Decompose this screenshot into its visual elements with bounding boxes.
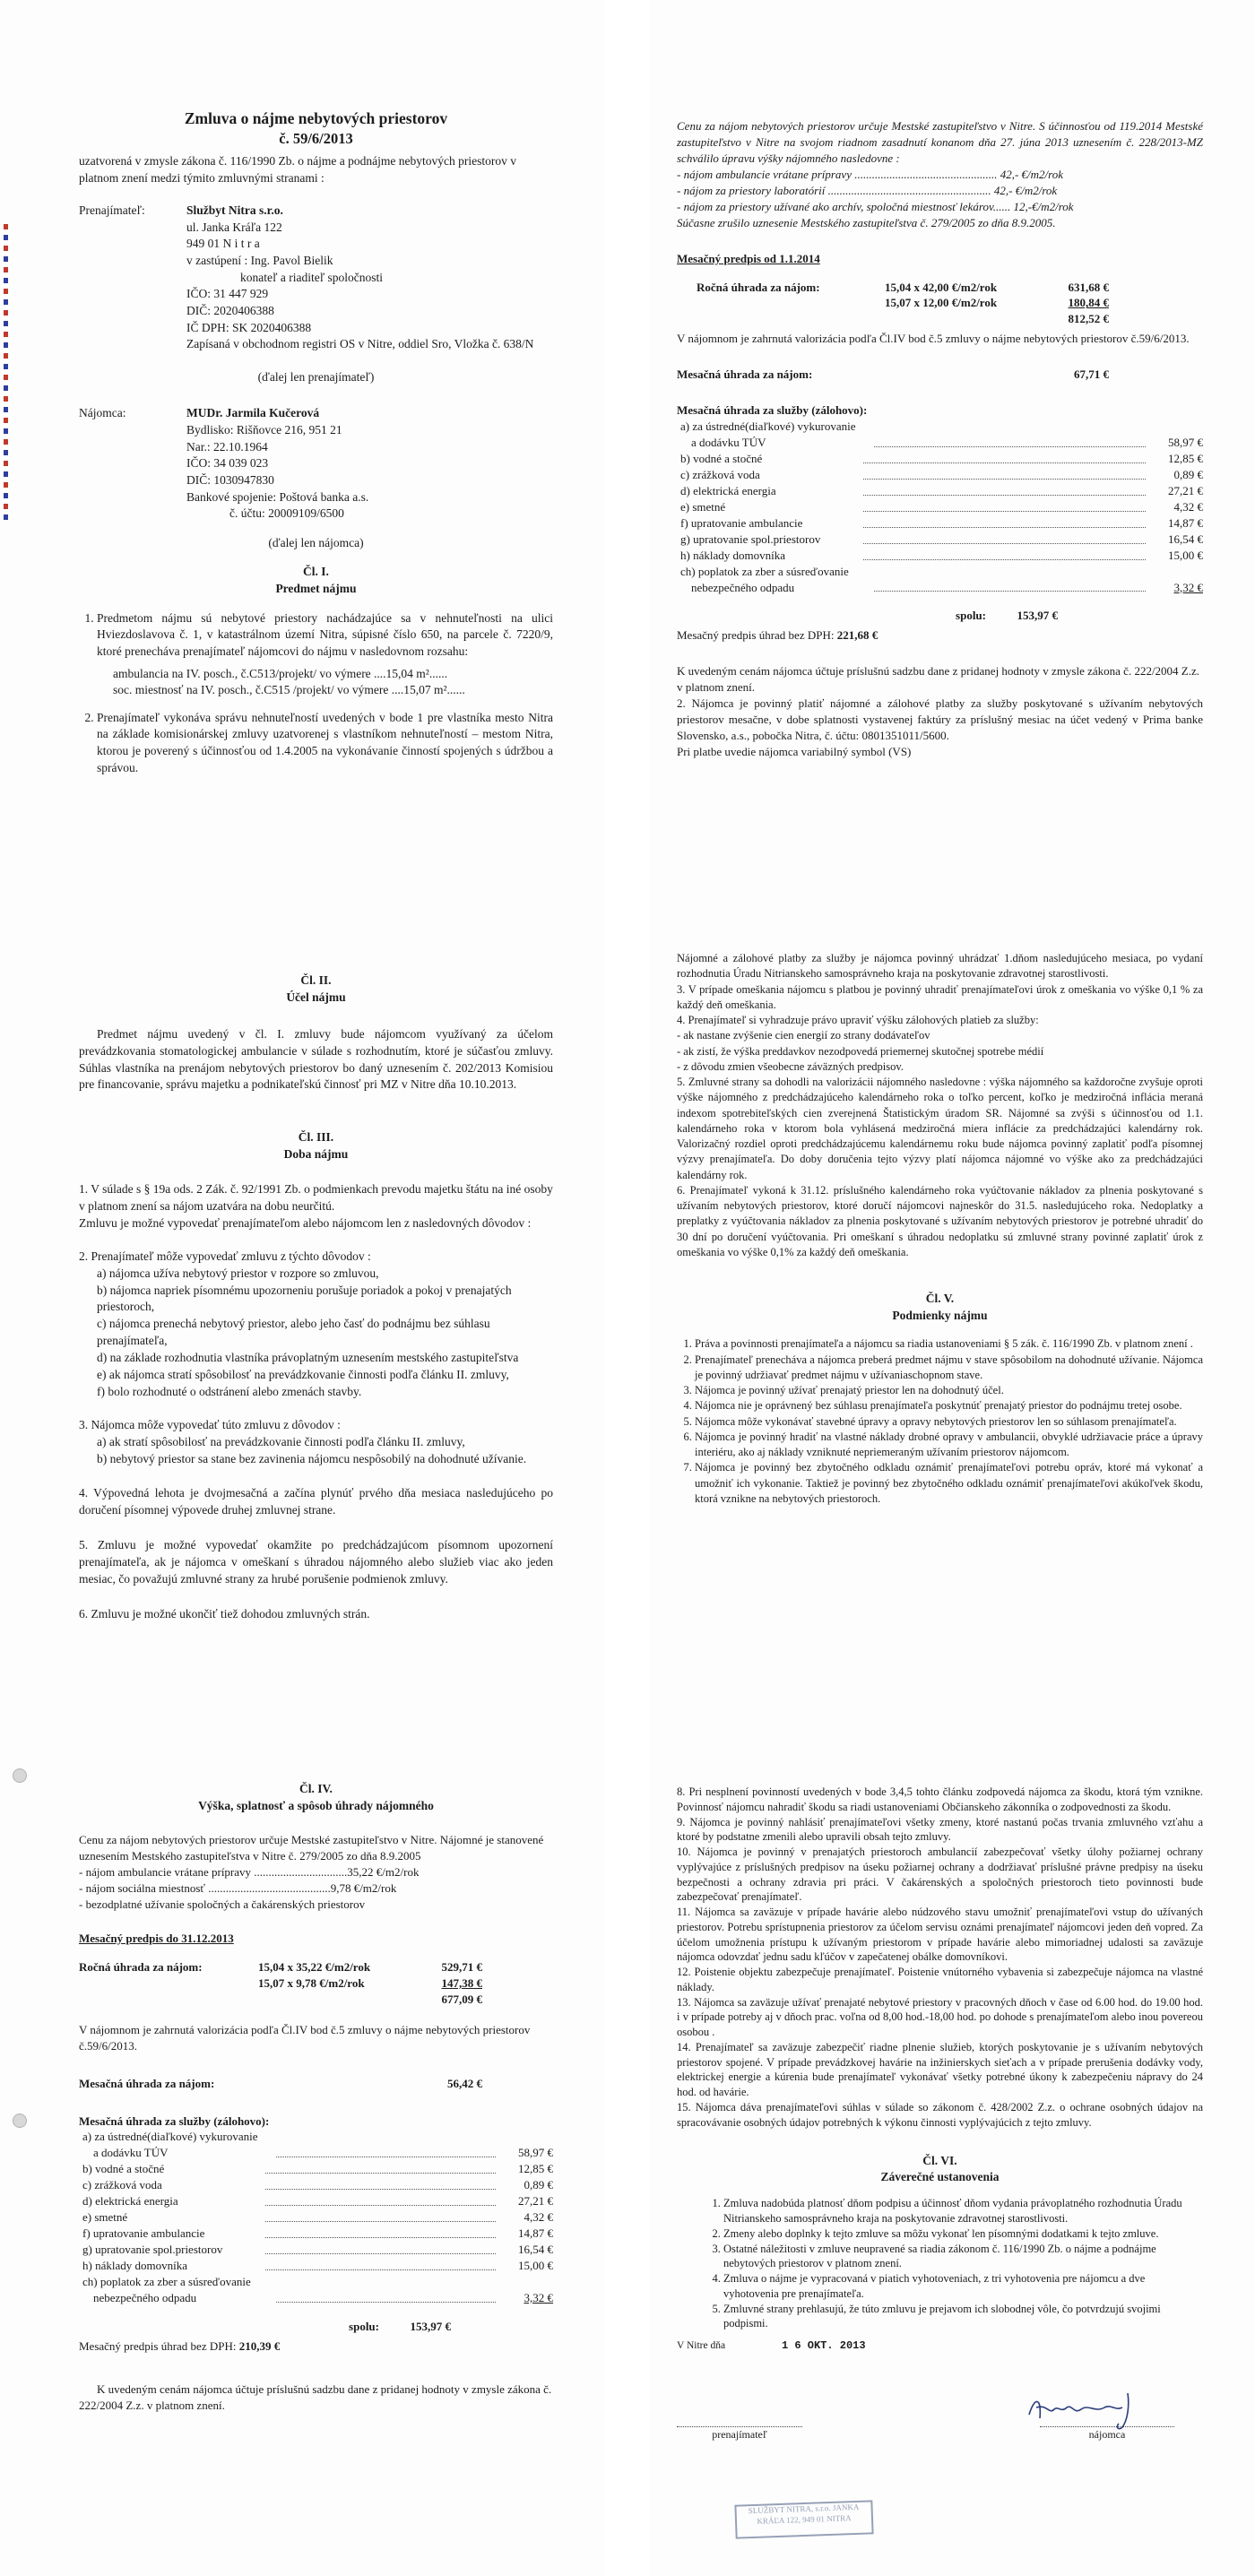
reason-item: a) ak stratí spôsobilosť na prevádzkovanie činnosti podľa článku II. zmluvy,: [97, 1434, 465, 1448]
rent-rate: - nájom za priestory laboratórií ........................................................ 42,- €/m2/rok: [677, 183, 1058, 197]
leader-dots: [265, 2209, 496, 2222]
service-name: ch) poplatok za zber a súsreďovanie: [82, 2274, 251, 2288]
service-row: [79, 2129, 553, 2145]
landlord-line: 949 01 N i t r a: [186, 237, 260, 251]
article-1-title: Predmet nájmu: [275, 582, 357, 596]
tenant-label: Nájomca:: [79, 406, 126, 420]
annual-value: 631,68 €: [1068, 280, 1109, 294]
service-value: 0,89 €: [524, 2178, 553, 2192]
leader-dots: [863, 548, 1146, 560]
reason-item: c) nájomca prenechá nebytový priestor, alebo jeho časť do podnájmu bez súhlasu prenajímateľa,: [97, 1317, 490, 1348]
service-value: [501, 2129, 553, 2145]
annual-rent-table: [677, 280, 1203, 328]
condition-item: 4. Nájomca nie je oprávnený bez súhlasu prenajímateľa poskytnúť prenajatý priestor do podnájmu tretej osobe.: [695, 1398, 1203, 1413]
contract-title: Zmluva o nájme nebytových priestorov: [184, 109, 448, 127]
page-2: [650, 0, 1255, 827]
service-name: e) smetné: [82, 2210, 128, 2225]
leader-dots: [863, 419, 1146, 431]
leader-dots: [863, 467, 1146, 480]
leader-dots: [863, 451, 1146, 463]
service-name: f) upratovanie ambulancie: [680, 515, 803, 530]
service-value: 27,21 €: [1168, 483, 1203, 497]
grand-total-value: 221,68 €: [836, 628, 878, 643]
service-value: 0,89 €: [1173, 467, 1203, 481]
service-name: nebezpečného odpadu: [93, 2290, 197, 2304]
payment-items: [677, 982, 1203, 1261]
symbol-note: Pri platbe uvedie nájomca variabilný symbol (VS): [677, 745, 912, 758]
conditions-continued: [677, 1785, 1203, 2130]
final-item: 5. Zmluvné strany prehlasujú, že túto zmluvu je prejavom ich slobodnej vôle, čo potvrdzujú svojimi podpismi.: [723, 2302, 1203, 2332]
services-list: [677, 419, 1203, 595]
article-6-number: Čl. VI.: [922, 2154, 957, 2168]
tenant-signature-line: nájomca: [1040, 2426, 1174, 2442]
final-item: 2. Zmeny alebo doplnky k tejto zmluve sa môžu vykonať len písomnými dodatkami k tejto zmluve.: [723, 2226, 1203, 2242]
service-value: 16,54 €: [518, 2243, 553, 2256]
article-3-para: 3. Nájomca môže vypovedať túto zmluvu z dôvodov :: [79, 1417, 341, 1431]
article-5-title: Podmienky nájmu: [892, 1308, 988, 1322]
article-1-item: 1. Predmetom nájmu sú nebytové priestory nachádzajúce sa v nehnuteľnosti na ulici Hviezdoslavova č. 1, v katastrálnom území Nitra, súpisné číslo 650, na parcele č. 7220/9, ktoré prenecháva prenajímateľ nájomcovi do nájmu v nasledovnom rozsahu:: [97, 610, 553, 661]
article-3-para: 4. Výpovedná lehota je dvojmesačná a začína plynúť prvého dňa mesiaca nasledujúceho po doručení písomnej výpovede druhej zmluvnej strane.: [79, 1486, 553, 1517]
reason-item: f) bolo rozhodnuté o odstránení alebo zmenách stavby.: [97, 1384, 362, 1398]
service-value: 15,00 €: [518, 2258, 553, 2272]
area-row: soc. miestnosť na IV. posch., č.C515 /projekt/ vo výmere ....15,07 m²......: [113, 683, 465, 697]
leader-dots: [265, 2242, 496, 2254]
service-name: f) upratovanie ambulancie: [82, 2226, 205, 2241]
landlord-reasons: [79, 1266, 553, 1401]
service-name: c) zrážková voda: [680, 467, 760, 481]
tenant-short: (ďalej len nájomca): [268, 535, 364, 549]
service-value: 3,32 €: [524, 2290, 553, 2304]
grand-total: [677, 627, 1203, 644]
punch-hole: [13, 1768, 27, 1783]
article-6-title: Záverečné ustanovenia: [880, 2170, 1000, 2184]
landlord-signature-line: prenajímateľ: [677, 2426, 802, 2442]
article-4-number: Čl. IV.: [299, 1782, 333, 1795]
date-stamp: 1 6 OKT. 2013: [781, 2339, 866, 2353]
rent-rate: - nájom za priestory užívané ako archív, spoločná miestnosť lekárov...... 12,-€/m2/rok: [677, 199, 1074, 213]
service-name: a) za ústredné(diaľkové) vykurovanie: [82, 2130, 258, 2144]
service-row: [677, 467, 1203, 483]
services-list: [79, 2129, 553, 2305]
place-label: V Nitre dňa: [677, 2340, 726, 2352]
condition-item: 7. Nájomca je povinný bez zbytočného odkladu oznámiť prenajímateľovi potrebu opráv, ktoré má vykonať a umožniť ich vykonanie. Taktiež je povinný bez zbytočného odkladu oznámiť prenajímateľovi akúkoľvek škodu, ktorá vznikne na nebytových priestoroch.: [695, 1460, 1203, 1507]
leader-dots: [265, 2274, 496, 2286]
annual-value: 529,71 €: [441, 1959, 482, 1974]
conditions-list: [677, 1336, 1203, 1507]
service-name: b) vodné a stočné: [680, 452, 763, 465]
tenant-line: MUDr. Jarmila Kučerová: [186, 406, 320, 420]
reason-item: e) ak nájomca stratí spôsobilosť na prevádzkovanie činnosti podľa článku II. zmluvy,: [97, 1368, 509, 1382]
landlord-block: [79, 203, 553, 353]
service-row: [79, 2161, 553, 2177]
service-value: 12,85 €: [518, 2162, 553, 2176]
rent-rate-note: Súčasne zrušilo uznesenie Mestského zastupiteľstva č. 279/2005 zo dňa 8.9.2005.: [677, 215, 1056, 229]
article-2-number: Čl. II.: [300, 973, 332, 987]
grand-total: [79, 2338, 553, 2355]
service-row: [79, 2274, 553, 2290]
final-item: 3. Ostatné náležitosti v zmluve neupravené sa riadia zákonom č. 116/1990 Zb. o nájme a podnájme nebytových priestorov v platnom znení.: [723, 2242, 1203, 2272]
signing-place: [677, 2338, 1203, 2353]
payment-continuation: Nájomné a zálohové platby za služby je nájomca povinný uhrádzať 1.dňom nasledujúceho mesiaca, po vydaní rozhodnutia Úradu Nitrianskeho samosprávneho kraja na poskytovanie zdravotnej starostlivosti.: [677, 952, 1203, 981]
page-1: [0, 0, 605, 827]
annual-value: 147,38 €: [441, 1975, 482, 1990]
service-value: 12,85 €: [1168, 452, 1203, 465]
landlord-label: Prenajímateľ:: [79, 203, 145, 218]
service-name: g) upratovanie spol.priestorov: [82, 2243, 223, 2256]
area-row: ambulancia na IV. posch., č.C513/projekt/ vo výmere ....15,04 m²......: [113, 666, 448, 680]
article-1-item: 2. Prenajímateľ vykonáva správu nehnuteľností uvedených v bode 1 pre vlastníka mesto Nitra na základe komisionárskej zmluvy uzatvorenej s vlastníkom nehnuteľností – mestom Nitra, ktorou je poverený s účinnosťou od 1.4.2005 na vykonávanie činností spojených s údržbou a správou.: [97, 710, 553, 777]
annual-label: Ročná úhrada za nájom:: [697, 280, 820, 294]
condition-item: 15. Nájomca dáva prenajímateľovi súhlas v súlade so zákonom č. 428/2002 Z.z. o ochrane osobných údajov na spracovávanie osobných údajov potrebných k výkonu činnosti vyplývajúcich z tejto zmluvy.: [677, 2100, 1203, 2129]
reason-item: b) nájomca napriek písomnému upozorneniu porušuje poriadok a pokoj v prenajatých priestoroch,: [97, 1283, 512, 1314]
service-value: 58,97 €: [518, 2146, 553, 2160]
condition-item: 3. Nájomca je povinný užívať prenajatý priestor len na dohodnutý účel.: [695, 1383, 1203, 1398]
reason-item: d) na základe rozhodnutia vlastníka právoplatným uznesením mestského zastupiteľstva: [97, 1351, 519, 1365]
tenant-line: Bydlisko: Rišňovce 216, 951 21: [186, 423, 342, 437]
service-row: [79, 2193, 553, 2209]
tenant-line: DIČ: 1030947830: [186, 472, 274, 487]
service-value: [1151, 564, 1203, 580]
condition-item: 9. Nájomca je povinný nahlásiť prenajímateľovi všetky zmeny, ktoré nastanú počas trvania zmluvného vzťahu a ktoré by podstatne zmenili alebo upravili obsah tejto zmluvy.: [677, 1815, 1203, 1844]
service-row: [677, 564, 1203, 580]
service-row: [677, 580, 1203, 596]
landlord-line: IČO: 31 447 929: [186, 287, 269, 301]
grand-total-label: Mesačný predpis úhrad bez DPH:: [677, 628, 835, 643]
service-name: e) smetné: [680, 499, 726, 514]
leader-dots: [265, 2129, 496, 2141]
service-value: 3,32 €: [1173, 580, 1203, 594]
condition-item: 2. Prenajímateľ prenecháva a nájomca preberá predmet nájmu v stave spôsobilom na dohodnuté užívanie. Nájomca je povinný udržiavať predmet nájmu v užívaniaschopnom stave.: [695, 1353, 1203, 1384]
tenant-reasons: [79, 1434, 553, 1468]
article-2-title: Účel nájmu: [286, 990, 346, 1004]
article-3-para: 1. V súlade s § 19a ods. 2 Zák. č. 92/1991 Zb. o podmienkach prevodu majetku štátu na iné osoby v platnom znení sa nájom uzatvára na dobu neurčitú.: [79, 1182, 553, 1214]
article-3-title: Doba nájmu: [283, 1147, 349, 1162]
article-3-para: 2. Prenajímateľ môže vypovedať zmluvu z týchto dôvodov :: [79, 1249, 371, 1263]
rent-rate: - bezodplatné užívanie spoločných a čakárenských priestorov: [79, 1897, 366, 1911]
contract-intro: uzatvorená v zmysle zákona č. 116/1990 Zb. o nájme a podnájme nebytových priestorov v platnom znení medzi týmito zmluvnými stranami :: [79, 153, 516, 185]
leader-dots: [863, 515, 1146, 528]
landlord-line: IČ DPH: SK 2020406388: [186, 320, 312, 334]
services-heading: Mesačná úhrada za služby (zálohovo):: [677, 403, 868, 418]
service-value: [1151, 419, 1203, 435]
service-row: [79, 2258, 553, 2274]
valorization-note: V nájomnom je zahrnutá valorizácia podľa Čl.IV bod č.5 zmluvy o nájme nebytových priestorov č.59/6/2013.: [677, 332, 1190, 346]
annual-total: 812,52 €: [1068, 312, 1109, 326]
company-stamp: SLUŽBYT NITRA, s.r.o. JANKA KRÁĽA 122, 949 01 NITRA: [734, 2500, 873, 2538]
condition-item: 13. Nájomca sa zaväzuje užívať prenajaté nebytové priestory v pracovných dňoch v čase od 6.00 hod. do 19.00 hod. i v prípade potreby aj v dňoch prac. voľna od 8,00 hod.-18,00 hod. po dohode s prenajímateľom alebo inou povereou osobou .: [677, 1995, 1203, 2038]
monthly-heading: Mesačný predpis do 31.12.2013: [79, 1931, 234, 1945]
rent-decision: Cenu za nájom nebytových priestorov určuje Mestské zastupiteľstvo v Nitre. Nájomné je stanovené uznesením Mestského zastupiteľstva v Nitre č. 279/2005 zo dňa 8.9.2005: [79, 1833, 544, 1863]
service-row: [79, 2290, 553, 2306]
service-name: d) elektrická energia: [82, 2194, 178, 2209]
service-row: [677, 435, 1203, 451]
service-name: d) elektrická energia: [680, 483, 776, 497]
rent-decision: Cenu za nájom nebytových priestorov určuje Mestské zastupiteľstvo v Nitre. S účinnosťou od 119.2014 Mestské zastupiteľstvo v Nitre na svojom riadnom zasadnutí konanom dňa 27. júna 2013 uznesením č. 228/2013-MZ schválilo úpravu výšky nájomného nasledovne :: [677, 119, 1203, 165]
annual-total: 677,09 €: [441, 1992, 482, 2006]
service-name: g) upratovanie spol.priestorov: [680, 532, 821, 546]
leader-dots: [874, 435, 1146, 447]
service-row: [677, 532, 1203, 548]
landlord-line: ul. Janka Kráľa 122: [186, 220, 282, 234]
service-value: 4,32 €: [524, 2210, 553, 2225]
service-value: [501, 2274, 553, 2290]
service-row: [677, 515, 1203, 532]
page-gutter: [605, 0, 650, 2576]
service-value: 58,97 €: [1168, 436, 1203, 450]
service-row: [79, 2242, 553, 2258]
final-provisions: [677, 2196, 1203, 2331]
grand-total-value: 210,39 €: [238, 2338, 281, 2353]
landlord-line: Zapísaná v obchodnom registri OS v Nitre, oddiel Sro, Vložka č. 638/N: [186, 337, 534, 351]
landlord-line: Službyt Nitra s.r.o.: [186, 203, 283, 218]
service-row: [677, 483, 1203, 499]
service-name: nebezpečného odpadu: [691, 580, 795, 594]
annual-label: Ročná úhrada za nájom:: [79, 1959, 203, 1974]
payment-note: 2. Nájomca je povinný platiť nájomné a zálohové platby za služby poskytované s užívaním nebytových priestorov mesačne, v dobe splatnosti vystavenej faktúry za príslušný mesiac na účet vedený v Prima banke Slovensko, a.s., pobočka Nitra, č. účtu: 0801351011/5600.: [677, 696, 1203, 743]
grand-total-label: Mesačný predpis úhrad bez DPH:: [79, 2338, 237, 2353]
service-value: 14,87 €: [518, 2226, 553, 2241]
leader-dots: [265, 2193, 496, 2206]
reason-item: a) nájomca užíva nebytový priestor v rozpore so zmluvou,: [97, 1266, 379, 1280]
article-3-number: Čl. III.: [298, 1130, 334, 1145]
leader-dots: [276, 2290, 496, 2303]
services-total-value: 153,97 €: [410, 2319, 451, 2333]
rent-rate: - nájom ambulancie vrátane prípravy ................................35,22 €/m2/rok: [79, 1865, 420, 1880]
service-value: 4,32 €: [1173, 499, 1203, 514]
tenant-line: IČO: 34 039 023: [186, 456, 269, 471]
services-total-value: 153,97 €: [1017, 609, 1058, 623]
monthly-rent-label: Mesačná úhrada za nájom:: [677, 367, 813, 382]
article-3-para: 5. Zmluvu je možné vypovedať okamžite po predchádzajúcom písomnom upozornení prenajímateľa, ak je nájomca v omeškaní s úhradou nájomného alebo služieb viac ako jeden mesiac, čo považujú zmluvné strany za hrubé porušenie podmienok zmluvy.: [79, 1538, 553, 1586]
annual-calc: 15,04 x 42,00 €/m2/rok: [885, 280, 998, 294]
vat-note: K uvedeným cenám nájomca účtuje príslušnú sadzbu dane z pridanej hodnoty v zmysle zákona č. 222/2004 Z.z. v platnom znení.: [79, 2382, 552, 2412]
payment-item: - ak nastane zvýšenie cien energií zo strany dodávateľov: [677, 1029, 930, 1042]
condition-item: 5. Nájomca môže vykonávať stavebné úpravy a opravy nebytových priestorov len so súhlasom prenajímateľa.: [695, 1414, 1203, 1430]
leader-dots: [874, 580, 1146, 592]
condition-item: 11. Nájomca sa zaväzuje v prípade havárie alebo núdzového stavu umožniť prenajímateľovi vstup do užívaných priestorov. Potrebu sprístupnenia priestorov za účelom servisu oznámi prenajímateľ nájomcovi jeden deň vopred. Za účelom umožnenia prístupu k užívaným priestorom v prípade havárie alebo mimoriadnej udalosti sa zaväzuje nájomca odovzdať jednu sadu kľúčov v zapečatenej obálke domovníkovi.: [677, 1906, 1203, 1964]
monthly-rent-label: Mesačná úhrada za nájom:: [79, 2076, 215, 2090]
condition-item: 14. Prenajímateľ sa zaväzuje zabezpečiť riadne plnenie služieb, ktorých poskytovanie je s užívaním nebytových priestorov spojené. V prípade prevádzkovej havárie na inžinierskych sieťach a v prípade prerušenia dodávky vody, elektrickej energie a kúrenia bude prenajímateľ vykonávať všetky potrebné úkony k zabezpečeniu nápravy do 24 hod. od havárie.: [677, 2040, 1203, 2098]
annual-value: 180,84 €: [1068, 296, 1109, 310]
punch-hole: [13, 2114, 27, 2128]
annual-calc: 15,07 x 12,00 €/m2/rok: [885, 296, 998, 310]
page-4: [650, 827, 1255, 1652]
leader-dots: [276, 2145, 496, 2157]
payment-item: 6. Prenajímateľ vykoná k 31.12. príslušného kalendárneho roka vyúčtovanie nákladov za plnenia poskytované s užívaním nebytových priestorov, ktoré doručí nájomcovi najneskôr do 31.5. nasledujúceho roka. Nedoplatky a preplatky z vyúčtovania nákladov za plnenia poskytované s užívaním nebytových priestorov je potrebné uhradiť do 30 dní po doručení vyúčtovania. Pri omeškaní s úhradou nedoplatku sú zmluvné strany povinné zaplatiť úrok z omeškania vo výške 0,1% za každý deň omeškania.: [677, 1183, 1203, 1258]
service-name: h) náklady domovníka: [680, 548, 785, 562]
payment-item: - z dôvodu zmien všeobecne záväzných predpisov.: [677, 1059, 904, 1073]
landlord-short: (ďalej len prenajímateľ): [257, 369, 375, 384]
monthly-rent-value: 67,71 €: [1074, 367, 1109, 382]
page-3: [0, 827, 605, 1652]
reason-item: b) nebytový priestor sa stane bez zavinenia nájomcu nespôsobilý na dohodnuté užívanie.: [97, 1451, 527, 1465]
services-total-label: spolu:: [956, 609, 986, 623]
rent-rate: - nájom ambulancie vrátane prípravy ................................................. 42,- €/m2/rok: [677, 167, 1063, 181]
payment-item: 4. Prenajímateľ si vyhradzuje právo upraviť výšku zálohových platieb za služby:: [677, 1014, 1039, 1026]
article-1-number: Čl. I.: [303, 565, 329, 579]
article-3-para: 6. Zmluvu je možné ukončiť tiež dohodou zmluvných strán.: [79, 1606, 370, 1621]
service-name: b) vodné a stočné: [82, 2162, 165, 2176]
service-row: [677, 548, 1203, 564]
article-5-number: Čl. V.: [925, 1292, 955, 1305]
service-value: 27,21 €: [518, 2194, 553, 2209]
binding-ribbon: [4, 224, 8, 520]
service-row: [79, 2226, 553, 2242]
condition-item: 1. Práva a povinnosti prenajímateľa a nájomcu sa riadia ustanoveniami § 5 zák. č. 116/1990 Zb. v platnom znení .: [695, 1336, 1203, 1352]
vat-note: K uvedeným cenám nájomca účtuje príslušnú sadzbu dane z pridanej hodnoty v zmysle zákona č. 222/2004 Z.z. v platnom znení.: [677, 664, 1200, 695]
monthly-rent-value: 56,42 €: [447, 2076, 482, 2090]
final-item: 1. Zmluva nadobúda platnosť dňom podpisu a účinnosť dňom vydania právoplatného rozhodnutia Úradu Nitrianskeho samosprávneho kraja na poskytovanie zdravotnej starostlivosti.: [723, 2196, 1203, 2226]
payment-item: - ak zistí, že výška preddavkov nezodpovedá priemernej skutočnej spotrebe médií: [677, 1044, 1044, 1058]
leader-dots: [265, 2177, 496, 2190]
leader-dots: [265, 2226, 496, 2238]
tenant-line: Nar.: 22.10.1964: [186, 439, 268, 454]
leader-dots: [863, 564, 1146, 576]
leader-dots: [265, 2161, 496, 2174]
service-name: h) náklady domovníka: [82, 2258, 187, 2272]
services-heading: Mesačná úhrada za služby (zálohovo):: [79, 2114, 270, 2128]
service-value: 16,54 €: [1168, 532, 1203, 546]
service-name: c) zrážková voda: [82, 2178, 162, 2192]
annual-rent-table: [79, 1959, 553, 2008]
leader-dots: [863, 483, 1146, 496]
service-row: [79, 2209, 553, 2226]
service-row: [677, 451, 1203, 467]
condition-item: 12. Poistenie objektu zabezpečuje prenajímateľ. Poistenie vnútorného vybavenia si zabezpečuje nájomca na vlastné náklady.: [677, 1966, 1203, 1993]
leader-dots: [863, 532, 1146, 544]
tenant-block: [79, 405, 553, 522]
rent-rate: - nájom sociálna miestnosť ..........................................9,78 €/m2/rok: [79, 1881, 397, 1896]
service-name: a) za ústredné(diaľkové) vykurovanie: [680, 419, 856, 434]
condition-item: 8. Pri nesplnení povinností uvedených v bode 3,4,5 tohto článku zodpovedá nájomca za škodu, ktorá tým vznikne. Povinnosť nájomcu nahradiť škodu sa riadi ustanoveniami Občianskeho zákonníka o zodpovednosti za škodu.: [677, 1785, 1203, 1813]
condition-item: 10. Nájomca je povinný v prenajatých priestoroch ambulancií zabezpečovať všetky úlohy požiarnej ochrany vyplývajúce z príslušných predpisov na úseku požiarnej ochrany a dodržiavať príslušné právne predpisy na úseku bezpečnosti a ochrany zdravia pri práci. V čakárenských a spoločných priestoroch tieto povinnosti bude zabezpečovať prenajímateľ.: [677, 1846, 1203, 1904]
services-total-label: spolu:: [349, 2319, 379, 2333]
page-5: [0, 1652, 605, 2576]
service-row: [79, 2177, 553, 2193]
landlord-line: v zastúpení : Ing. Pavol Bielik: [186, 254, 333, 268]
service-name: ch) poplatok za zber a súsreďovanie: [680, 564, 849, 578]
area-list: [79, 666, 553, 699]
article-2-text: Predmet nájmu uvedený v čl. I. zmluvy bude nájomcom využívaný za účelom prevádzkovania stomatologickej ambulancie v súlade s rozhodnutím, ktoré je súčasťou zmluvy. Súhlas vlastníka na prenájom nebytových priestorov bo daný uznesením č. 202/2013 Komisiou pre financovanie, správu majetku a podnikateľskú činnosť pri MZ v Nitre dňa 10.10.2013.: [79, 1026, 553, 1092]
service-name: a dodávku TÚV: [93, 2146, 169, 2160]
payment-item: 3. V prípade omeškania nájomcu s platbou je povinný uhradiť prenajímateľovi úrok z omeškania vo výške 0,1 % za každý deň omeškania.: [677, 982, 1203, 1011]
valorization-note: V nájomnom je zahrnutá valorizácia podľa Čl.IV bod č.5 zmluvy o nájme nebytových priestorov č.59/6/2013.: [79, 2022, 531, 2053]
landlord-line: DIČ: 2020406388: [186, 303, 274, 317]
tenant-line: č. účtu: 20009109/6500: [229, 506, 344, 521]
annual-calc: 15,07 x 9,78 €/m2/rok: [258, 1975, 365, 1990]
article-3-para: Zmluvu je možné vypovedať prenajímateľom alebo nájomcom len z nasledovných dôvodov :: [79, 1215, 532, 1230]
monthly-heading: Mesačný predpis od 1.1.2014: [677, 251, 820, 265]
page-6: [650, 1652, 1255, 2576]
annual-calc: 15,04 x 35,22 €/m2/rok: [258, 1959, 371, 1974]
condition-item: 6. Nájomca je povinný hradiť na vlastné náklady drobné opravy v ambulancii, obvyklé udržiavacie práce a úpravy interiéru, ako aj náklady vzniknuté nepriemeraným užívaním priestorov nájomcom.: [695, 1430, 1203, 1461]
landlord-line: konateľ a riaditeľ spoločnosti: [240, 270, 384, 284]
final-item: 4. Zmluva o nájme je vypracovaná v piatich vyhotoveniach, z tri vyhotovenia pre nájomcu a dve vyhotovenia pre prenajímateľa.: [723, 2271, 1203, 2302]
service-row: [79, 2145, 553, 2161]
leader-dots: [863, 499, 1146, 512]
tenant-line: Bankové spojenie: Poštová banka a.s.: [186, 489, 369, 504]
leader-dots: [265, 2258, 496, 2270]
article-4-title: Výška, splatnosť a spôsob úhrady nájomného: [198, 1798, 434, 1812]
service-value: 14,87 €: [1168, 515, 1203, 530]
service-row: [677, 419, 1203, 435]
service-name: a dodávku TÚV: [691, 436, 766, 450]
payment-item: 5. Zmluvné strany sa dohodli na valorizácii nájomného nasledovne : výška nájomného sa každoročne zvyšuje oproti výške nájomného z predchádzajúceho kalendárneho roka o toľko percent, koľko je medziročná inflácia meraná indexom spotrebiteľských cien zverejnená Štatistickým úradom SR. Nájomné sa zvýši s účinnosťou od 1.1. kalendárneho roka v ktorom bola vyhlásená medziročná miera inflácie za predchádzajúci kalendárny rok. Valorizačný rozdiel oproti predchádzajúcemu kalendárnemu roku bude nájomca povinný zaplatiť podľa písomnej výzvy prenajímateľa. Do doby doručenia tejto výzvy platí nájomca nájomné vo výške ako za predchádzajúci kalendárny rok.: [677, 1076, 1203, 1181]
service-row: [677, 499, 1203, 515]
contract-number: č. 59/6/2013: [279, 130, 353, 148]
service-value: 15,00 €: [1168, 548, 1203, 562]
